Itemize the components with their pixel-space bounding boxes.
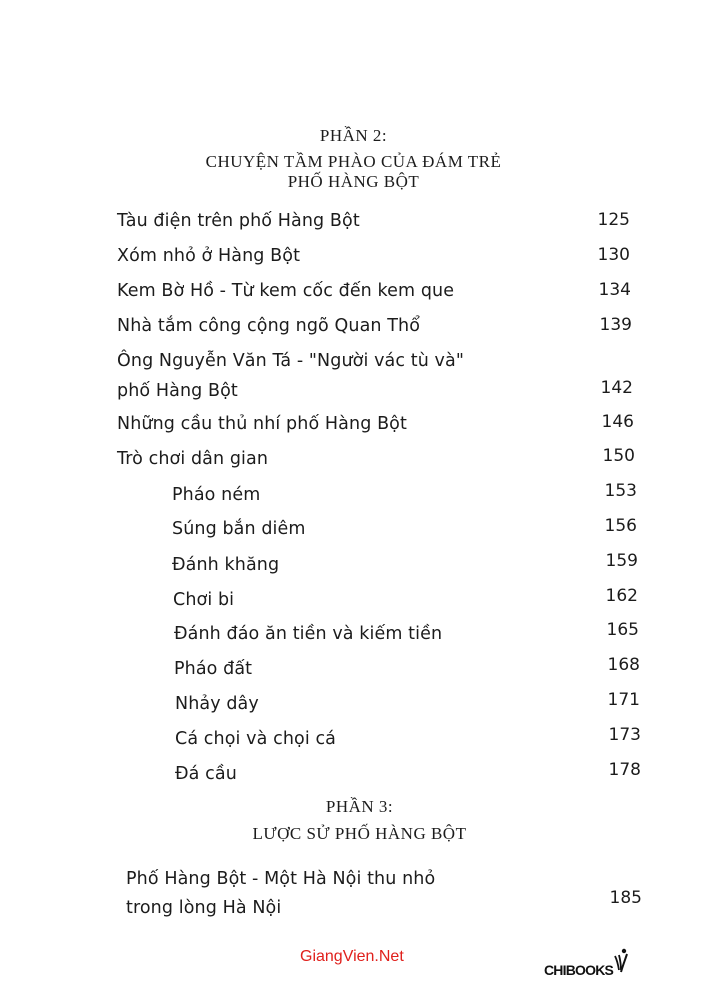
- part2-title-line2: PHỐ HÀNG BỘT: [287, 172, 420, 191]
- toc-subentry-page: 156: [604, 516, 637, 536]
- toc-entry-title: Những cầu thủ nhí phố Hàng Bột: [117, 414, 407, 434]
- part3-label: PHẦN 3:: [325, 797, 394, 816]
- toc-entry-title: Trò chơi dân gian: [117, 449, 269, 469]
- toc-subentry-page: 173: [608, 725, 641, 745]
- publisher-logo: [544, 948, 629, 978]
- toc-entry-page: 139: [599, 315, 632, 335]
- part2-title-line1: CHUYỆN TẦM PHÀO CỦA ĐÁM TRẺ: [205, 152, 502, 171]
- toc-entry-title: Nhà tắm công cộng ngõ Quan Thổ: [117, 316, 421, 336]
- toc-entry-page: 142: [600, 378, 633, 398]
- toc-subentry-title: Nhảy dây: [175, 694, 259, 714]
- toc-entry-title-line1: Ông Nguyễn Văn Tá - "Người vác tù và": [117, 351, 464, 371]
- toc-entry-page: 130: [597, 245, 630, 265]
- toc-entry-title-line2: phố Hàng Bột: [117, 381, 238, 401]
- toc-subentry-page: 171: [607, 690, 640, 710]
- toc-subentry-page: 178: [608, 760, 641, 780]
- toc-entry-page: 125: [597, 210, 630, 230]
- toc-subentry-title: Pháo ném: [172, 485, 261, 505]
- toc-subentry-title: Đánh đáo ăn tiền và kiếm tiền: [174, 624, 443, 644]
- toc-subentry-page: 162: [605, 586, 638, 606]
- part3-title-line1: LƯỢC SỬ PHỐ HÀNG BỘT: [252, 824, 467, 843]
- toc-entry-title: Kem Bờ Hồ - Từ kem cốc đến kem que: [117, 281, 455, 301]
- toc-entry-page: 134: [598, 280, 631, 300]
- toc-entry-title-line2: trong lòng Hà Nội: [126, 898, 282, 918]
- toc-entry-page: 150: [602, 446, 635, 466]
- toc-subentry-page: 165: [606, 620, 639, 640]
- toc-entry-title: Xóm nhỏ ở Hàng Bột: [117, 246, 301, 266]
- toc-subentry-page: 168: [607, 655, 640, 675]
- toc-entry-title-line1: Phố Hàng Bột - Một Hà Nội thu nhỏ: [126, 869, 436, 889]
- toc-subentry-page: 159: [605, 551, 638, 571]
- chibooks-figure-icon: [613, 948, 629, 978]
- toc-entry-page: 185: [609, 888, 642, 908]
- toc-subentry-title: Pháo đất: [174, 659, 253, 679]
- toc-entry-page: 146: [601, 412, 634, 432]
- toc-subentry-page: 153: [604, 481, 637, 501]
- part2-label: PHẦN 2:: [319, 126, 388, 145]
- toc-subentry-title: Súng bắn diêm: [172, 519, 306, 539]
- toc-subentry-title: Cá chọi và chọi cá: [175, 729, 336, 749]
- toc-entry-title: Tàu điện trên phố Hàng Bột: [117, 211, 360, 231]
- publisher-logo-text: CHIBOOKS: [544, 962, 614, 978]
- toc-subentry-title: Đá cầu: [175, 764, 237, 784]
- toc-subentry-title: Chơi bi: [173, 590, 235, 610]
- toc-subentry-title: Đánh khăng: [172, 555, 280, 575]
- watermark-link[interactable]: GiangVien.Net: [300, 948, 404, 965]
